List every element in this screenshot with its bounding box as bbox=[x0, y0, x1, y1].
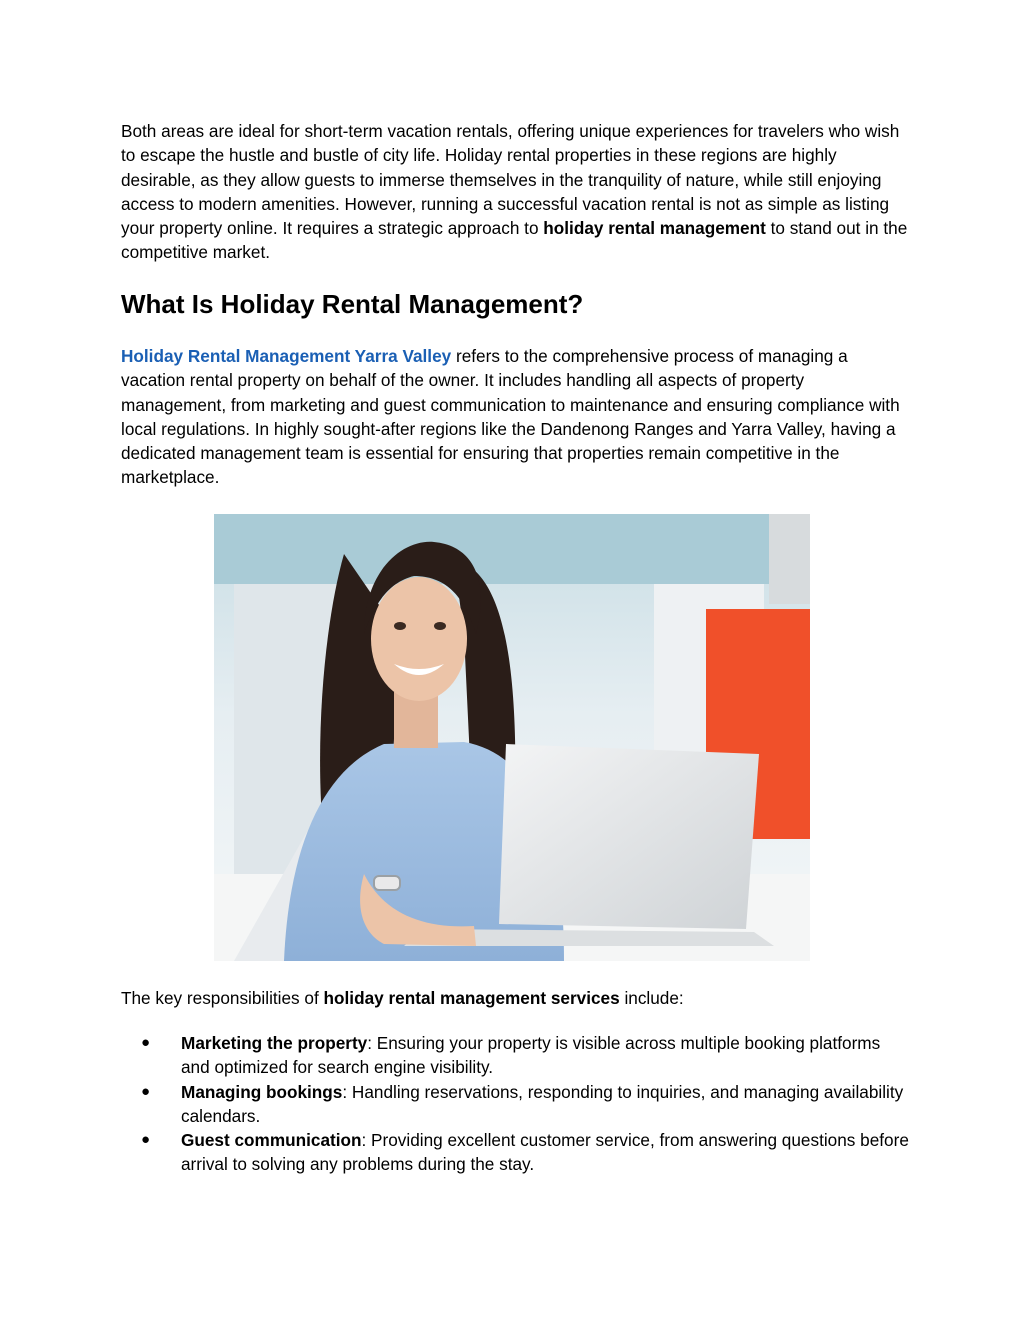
list-item-title: Guest communication bbox=[181, 1130, 362, 1151]
intro-bold: holiday rental management bbox=[543, 218, 766, 239]
section-paragraph bbox=[121, 344, 911, 490]
section-heading: What Is Holiday Rental Management? bbox=[121, 289, 584, 319]
responsibilities-intro-text: The key responsibilities of bbox=[121, 988, 324, 1008]
bullet-icon: ● bbox=[141, 1034, 151, 1051]
list-item bbox=[121, 1031, 911, 1080]
list-item-text: : Providing excellent customer service, from answering questions before arrival to solving any problems during the stay. bbox=[181, 1130, 909, 1175]
responsibilities-intro-end: include: bbox=[619, 988, 684, 1008]
section-paragraph-text: refers to the comprehensive process of managing a vacation rental property on behalf of the owner. It includes handling all aspects of property management, from marketing and guest communication to maintenance and ensuring compliance with local regulations. In highly sought-after regions like the Dandenong Ranges and Yarra Valley, having a dedicated management team is essential for ensuring that properties remain competitive in the marketplace. bbox=[121, 346, 900, 488]
responsibilities-list bbox=[121, 1031, 911, 1177]
intro-paragraph bbox=[121, 119, 911, 265]
yarra-valley-link[interactable]: Holiday Rental Management Yarra Valley bbox=[121, 346, 452, 366]
bullet-icon: ● bbox=[141, 1131, 151, 1149]
responsibilities-intro bbox=[121, 986, 911, 1010]
list-item-title: Marketing the property bbox=[181, 1033, 368, 1053]
list-item-text: : Handling reservations, responding to inquiries, and managing availability calendars. bbox=[181, 1081, 904, 1126]
responsibilities-intro-bold: holiday rental management services bbox=[323, 988, 620, 1008]
photo-illustration bbox=[214, 514, 810, 961]
intro-text: Both areas are ideal for short-term vacation rentals, offering unique experiences for travelers who wish to escape the hustle and bustle of city life. Holiday rental properties in these regions are highly desirable, as they allow guests to immerse themselves in the tranquility of nature, while still enjoying access to modern amenities. However, running a successful vacation rental is not as simple as listing your property online. It requires a strategic approach to bbox=[121, 121, 900, 239]
bullet-icon: ● bbox=[141, 1082, 151, 1100]
intro-text-end: to stand out in the competitive market. bbox=[121, 218, 908, 263]
list-item-title: Managing bookings bbox=[181, 1081, 343, 1102]
list-item bbox=[121, 1080, 911, 1129]
list-item bbox=[121, 1128, 911, 1177]
list-item-text: : Ensuring your property is visible across multiple booking platforms and optimized for search engine visibility. bbox=[181, 1033, 881, 1078]
woman-laptop-photo bbox=[214, 514, 810, 961]
